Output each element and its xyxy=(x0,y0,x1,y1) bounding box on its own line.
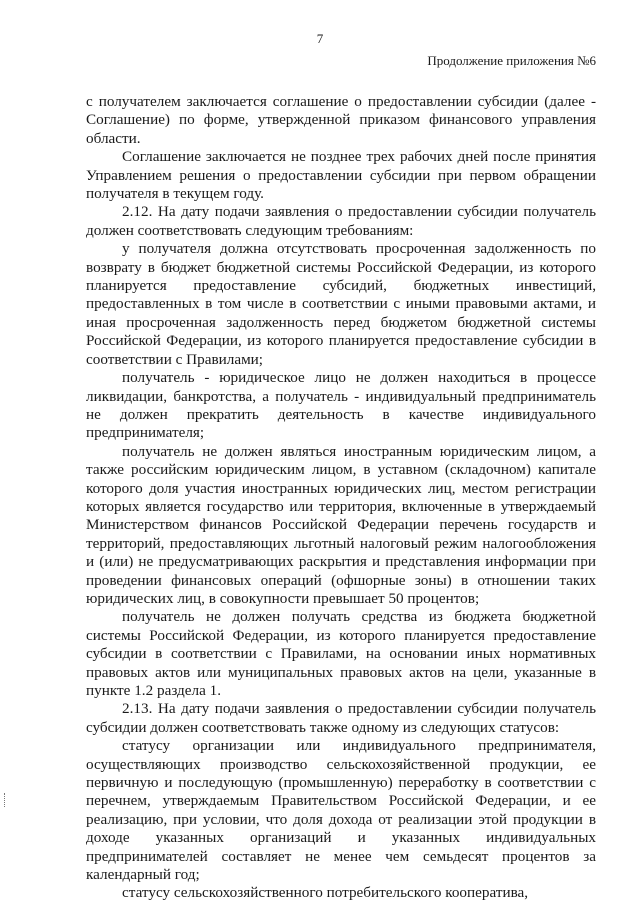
paragraph-requirement-funds: получатель не должен получать средства из бюджета бюджетной системы Российской Федерации, из которого планируется предоставление субсидии в соответствии с Правилами, на основании иных нормативных правовых актов или муниципальных правовых актов на цели, указанные в пункте 1.2 раздела 1. xyxy=(86,608,596,699)
document-body xyxy=(86,93,596,903)
paragraph-2-13: 2.13. На дату подачи заявления о предоставлении субсидии получатель субсидии должен соответствовать также одному из следующих статусов: xyxy=(86,700,596,736)
scan-margin-mark xyxy=(4,793,7,807)
paragraph-agreement-deadline: Соглашение заключается не позднее трех рабочих дней после принятия Управлением решения о предоставлении субсидии при первом обращении получателя в текущем году. xyxy=(86,148,596,203)
paragraph-status-cooperative: статусу сельскохозяйственного потребительского кооператива, xyxy=(122,884,529,902)
paragraph-2-12: 2.12. На дату подачи заявления о предоставлении субсидии получатель должен соответствовать следующим требованиям: xyxy=(86,203,596,239)
paragraph-requirement-debt: у получателя должна отсутствовать просроченная задолженность по возврату в бюджет бюджетной системы Российской Федерации, из которого планируется предоставление субсидий, бюджетных инвестиций, предоставленных в том числе в соответствии с иными правовыми актами, и иная просроченная задолженность перед бюджетом бюджетной системы Российской Федерации, из которого планируется предоставление субсидии в соответствии с Правилами; xyxy=(86,240,596,368)
appendix-header: Продолжение приложения №6 xyxy=(427,53,596,68)
page-number: 7 xyxy=(316,31,324,46)
paragraph-status-organization: статусу организации или индивидуального предпринимателя, осуществляющих производство сельскохозяйственной продукции, ее первичную и последующую (промышленную) переработку в соответствии с перечнем, утверждаемым Правительством Российской Федерации, и ее реализацию, при условии, что доля дохода от реализации этой продукции в доходе указанных организаций и указанных индивидуальных предпринимателей составляет не менее чем семьдесят процентов за календарный год; xyxy=(86,737,596,884)
paragraph-requirement-liquidation: получатель - юридическое лицо не должен находиться в процессе ликвидации, банкротства, а получатель - индивидуальный предприниматель не должен прекратить деятельность в качестве индивидуального предпринимателя; xyxy=(86,369,596,442)
paragraph-continuation: с получателем заключается соглашение о предоставлении субсидии (далее - Соглашение) по форме, утвержденной приказом финансового управления области. xyxy=(86,93,596,147)
paragraph-requirement-foreign: получатель не должен являться иностранным юридическим лицом, а также российским юридическим лицом, в уставном (складочном) капитале которого доля участия иностранных юридических лиц, местом регистрации которых является государство или территория, включенные в утверждаемый Министерством финансов Российской Федерации перечень государств и территорий, предоставляющих льготный налоговый режим налогообложения и (или) не предусматривающих раскрытия и представления информации при проведении финансовых операций (офшорные зоны) в отношении таких юридических лиц, в совокупности превышает 50 процентов; xyxy=(86,442,596,607)
